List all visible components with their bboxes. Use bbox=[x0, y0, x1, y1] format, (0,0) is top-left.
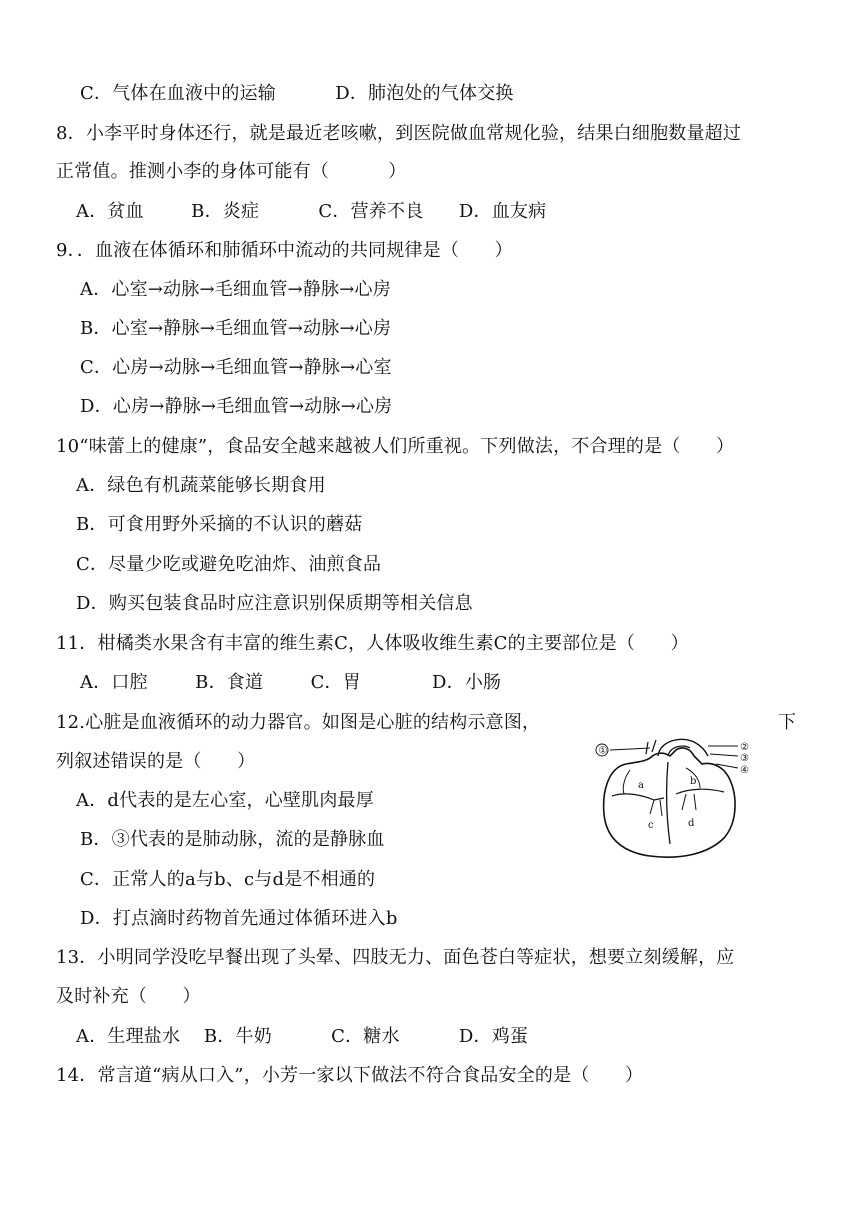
q12-option-d: D．打点滴时药物首先通过体循环进入b bbox=[80, 908, 398, 929]
q9-option-d: D．心房→静脉→毛细血管→动脉→心房 bbox=[80, 396, 393, 417]
q9-option-c: C．心房→动脉→毛细血管→静脉→心室 bbox=[80, 357, 392, 378]
label-4: ④ bbox=[740, 765, 749, 776]
q10-option-b: B．可食用野外采摘的不认识的蘑菇 bbox=[76, 514, 363, 535]
q10-option-c: C．尽量少吃或避免吃油炸、油煎食品 bbox=[76, 554, 382, 575]
q10-option-a: A．绿色有机蔬菜能够长期食用 bbox=[76, 475, 326, 496]
q12-option-b: B．③代表的是肺动脉，流的是静脉血 bbox=[80, 829, 385, 850]
label-1: ① bbox=[598, 745, 608, 757]
q7-option-cd: C．气体在血液中的运输 D．肺泡处的气体交换 bbox=[80, 83, 514, 104]
q11-options: A．口腔 B．食道 C．胃 D．小肠 bbox=[80, 672, 502, 693]
q9-option-a: A．心室→动脉→毛细血管→静脉→心房 bbox=[80, 279, 391, 300]
q8-stem-line1: 8．小李平时身体还行，就是最近老咳嗽，到医院做血常规化验，结果白细胞数量超过 bbox=[56, 123, 742, 144]
label-d: d bbox=[688, 818, 695, 829]
q12-stem-line1: 12.心脏是血液循环的动力器官。如图是心脏的结构示意图， bbox=[56, 712, 541, 733]
q9-stem: 9．．血液在体循环和肺循环中流动的共同规律是（ ） bbox=[56, 240, 513, 261]
q9-option-b: B．心室→静脉→毛细血管→动脉→心房 bbox=[80, 318, 392, 339]
q11-stem: 11．柑橘类水果含有丰富的维生素C，人体吸收维生素C的主要部位是（ ） bbox=[56, 633, 689, 654]
label-a: a bbox=[638, 780, 644, 791]
q12-stem-line2: 列叙述错误的是（ ） bbox=[56, 751, 256, 772]
q14-stem: 14．常言道“病从口入”，小芳一家以下做法不符合食品安全的是（ ） bbox=[56, 1065, 644, 1086]
q13-stem-line2: 及时补充（ ） bbox=[56, 986, 201, 1007]
label-c: c bbox=[648, 820, 654, 831]
q13-options: A．生理盐水 B．牛奶 C．糖水 D．鸡蛋 bbox=[76, 1026, 529, 1047]
q12-stem-line1-tail: 下 bbox=[778, 712, 797, 733]
q10-option-d: D．购买包装食品时应注意识别保质期等相关信息 bbox=[76, 593, 473, 614]
q12-option-a: A．d代表的是左心室，心壁肌肉最厚 bbox=[76, 790, 374, 811]
label-3: ③ bbox=[740, 753, 749, 764]
label-b: b bbox=[690, 776, 697, 787]
heart-diagram bbox=[590, 734, 780, 864]
q12-option-c: C．正常人的a与b、c与d是不相通的 bbox=[80, 869, 376, 890]
q8-options: A．贫血 B．炎症 C．营养不良 D．血友病 bbox=[76, 201, 547, 222]
label-2: ② bbox=[740, 742, 749, 753]
q10-stem: 10“味蕾上的健康”，食品安全越来越被人们所重视。下列做法，不合理的是（ ） bbox=[56, 436, 735, 457]
q8-stem-line2: 正常值。推测小李的身体可能有（ ） bbox=[56, 161, 407, 182]
q13-stem-line1: 13．小明同学没吃早餐出现了头晕、四肢无力、面色苍白等症状，想要立刻缓解，应 bbox=[56, 947, 735, 968]
